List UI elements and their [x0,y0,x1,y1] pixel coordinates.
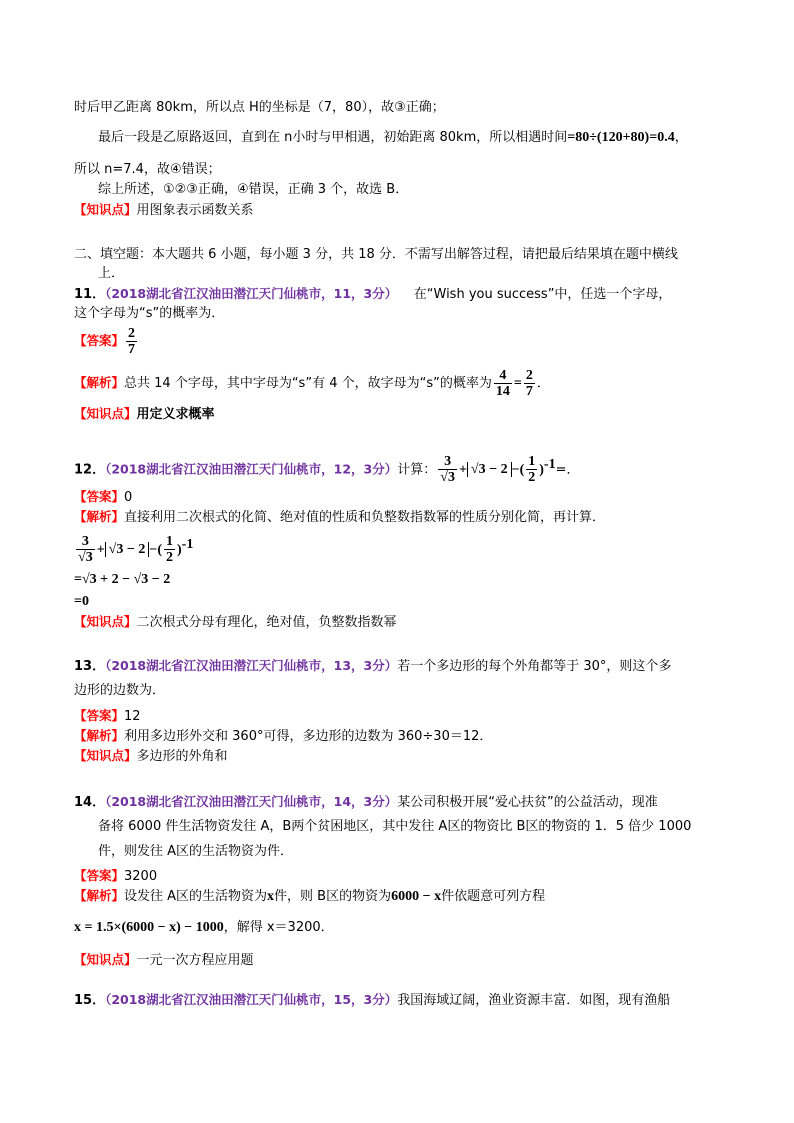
q14-var-x: x [267,889,275,904]
q11-frac1-num: 4 [494,368,512,384]
q12-stem [74,448,718,487]
section-heading-cont: 上． [98,266,125,281]
knowledge-line-prev [74,200,718,221]
q15-stem [74,990,718,1011]
q11-analysis-frac1 [494,368,512,399]
q11-frac1-den: 14 [495,384,510,399]
q13-source: （2018湖北省江汉油田潜江天门仙桃市，13，3分） [105,658,398,673]
q14-source: （2018湖北省江汉油田潜江天门仙桃市，14，3分） [105,794,398,809]
q15-source: （2018湖北省江汉油田潜江天门仙桃市，15，3分） [105,992,398,1007]
q14-number: 14． [74,795,106,810]
q14-analysis-tag: 【解析】 [74,888,125,903]
q13-analysis-tag: 【解析】 [74,728,125,743]
q12-abs: √3 − 2 [467,462,512,477]
q11-analysis-tag: 【解析】 [74,375,125,390]
q11-analysis-frac2 [524,368,535,399]
q14-stem-cont: 备将 6000 件生活物资发往 A，B两个贫困地区，其中发往 A区的物资比 B区的物资的 1．5 倍少 1000 [98,819,692,834]
q12-step2-math: =√3 + 2 − √3 − 2 [74,572,171,587]
q14-analysis [74,886,718,907]
q14-text: 某公司积极开展“爱心扶贫”的公益活动，现准 [397,795,658,810]
solution-line-2-math: =80÷(120+80)=0.4 [567,130,675,145]
q14-stem-cont2: 件，则发往 A区的生活物资为件． [98,844,294,859]
q12-step1-exp: -1 [181,537,194,552]
q12-knowledge-text: 二次根式分母有理化，绝对值，负整数指数幂 [136,615,397,630]
q12-step1-num: 3 [76,534,95,550]
q11-analysis [74,368,718,399]
q13-analysis-text: 利用多边形外交和 360°可得，多边形的边数为 360÷30＝12． [124,729,493,744]
q12-answer [74,487,718,508]
q12-close: ) [539,462,544,478]
q11-source: （2018湖北省江汉油田潜江天门仙桃市，11，3分） [105,286,398,301]
q14-equation-math: x = 1.5×(6000 − x) − 1000 [74,920,224,935]
q12-number: 12． [74,462,106,478]
q12-analysis [74,507,718,528]
q14-analysis-a: 设发往 A区的生活物资为 [124,889,268,904]
knowledge-text: 用图象表示函数关系 [136,203,254,218]
q13-text: 若一个多边形的每个外角都等于 30°，则这个多 [397,659,672,674]
q13-analysis [74,726,718,747]
q11-stem [74,284,718,305]
q12-step1-minus: −( [149,542,162,558]
q12-tail: =． [555,462,580,478]
q12-frac-num: 3 [438,454,457,470]
q14-equation [74,918,718,938]
q13-answer-value: 12 [124,709,141,724]
q12-answer-tag: 【答案】 [74,489,125,504]
q12-step1-close: ) [176,542,182,558]
q13-answer-tag: 【答案】 [74,708,125,723]
q11-knowledge-text: 用定义求概率 [136,407,215,422]
solution-line-2-text: 最后一段是乙原路返回，直到在 n小时与甲相遇，初始距离 80km，所以相遇时间 [98,130,568,145]
q12-step1-half-den: 2 [165,550,173,566]
q11-analysis-end: ． [536,376,550,391]
q12-step1-half [164,534,175,565]
q13-stem [74,656,718,677]
q12-step3 [74,592,718,612]
q11-answer-fraction [126,326,137,357]
q12-step1 [74,528,718,567]
q11-stem-cont: 这个字母为“s”的概率为． [74,306,225,321]
q12-frac [438,454,457,485]
q12-analysis-tag: 【解析】 [74,509,125,524]
q12-step1-abs: √3 − 2 [105,542,150,557]
q11-analysis-text: 总共 14 个字母，其中字母为“s”有 4 个，故字母为“s”的概率为 [124,376,492,391]
q11-frac2-den: 7 [525,384,533,399]
q14-knowledge-tag: 【知识点】 [74,952,137,967]
solution-line-1: 时后甲乙距离 80km，所以点 H的坐标是（7，80），故③正确； [74,100,445,115]
q12-analysis-text: 直接利用二次根式的化简、绝对值的性质和负整数指数幂的性质分别化简，再计算． [124,510,606,525]
q11-answer [74,324,718,359]
q13-knowledge [74,746,718,767]
q12-knowledge-tag: 【知识点】 [74,614,137,629]
q11-equals: = [513,376,522,391]
q15-number: 15． [74,993,106,1008]
q14-answer-value: 3200 [124,869,158,884]
q12-step1-frac [76,534,95,565]
q14-analysis-b: 件，则 B区的物资为 [274,889,392,904]
q13-knowledge-tag: 【知识点】 [74,748,137,763]
q12-answer-value: 0 [124,490,133,505]
q15-text: 我国海域辽阔，渔业资源丰富．如图，现有渔船 [397,993,671,1008]
q14-knowledge [74,950,718,971]
q12-step1-den: √3 [78,550,93,566]
section-heading: 二、填空题：本大题共 6 小题，每小题 3 分，共 18 分．不需写出解答过程，请把最后结果填在题中横线 [74,247,678,262]
q12-step1-half-num: 1 [165,534,173,550]
q14-knowledge-text: 一元一次方程应用题 [136,953,254,968]
q13-knowledge-text: 多边形的外角和 [136,749,228,764]
q12-text: 计算： [397,462,437,478]
q11-frac2-num: 2 [525,368,533,383]
q11-answer-den: 7 [128,342,136,357]
q11-knowledge [74,404,718,425]
q12-minus: −( [511,462,525,478]
q13-number: 13． [74,659,106,674]
q12-step1-plus: + [96,542,105,558]
solution-line-4: 综上所述，①②③正确，④错误，正确 3 个，故选 B． [98,182,409,197]
q12-step2 [74,570,718,590]
solution-line-3: 所以 n=7.4，故④错误； [74,162,221,177]
q12-knowledge [74,612,718,633]
q11-answer-num: 2 [128,326,136,341]
q14-stem [74,792,718,813]
q14-answer-tag: 【答案】 [74,868,125,883]
q12-frac-den: √3 [440,470,455,486]
q11-answer-tag: 【答案】 [74,333,125,348]
knowledge-tag: 【知识点】 [74,202,137,217]
q12-plus: + [458,462,467,478]
solution-line-2-end: ， [674,130,688,145]
q14-equation-tail: ，解得 x＝3200． [223,920,334,935]
q13-stem-cont: 边形的边数为． [74,683,166,698]
q12-half-den: 2 [528,470,536,486]
q12-half-num: 1 [528,454,536,470]
q13-answer [74,706,718,727]
q11-knowledge-tag: 【知识点】 [74,406,137,421]
q11-text: 在“Wish you success”中，任选一个字母， [413,287,672,302]
solution-line-2 [98,128,718,148]
q14-analysis-c: 件依题意可列方程 [441,889,546,904]
q12-source: （2018湖北省江汉油田潜江天门仙桃市，12，3分） [105,461,398,477]
q12-exponent: -1 [543,457,556,472]
q11-number: 11． [74,287,106,302]
q12-step3-math: =0 [74,594,89,609]
q14-expr: 6000 − x [391,889,442,904]
q12-half [526,454,537,485]
q14-answer [74,866,718,887]
